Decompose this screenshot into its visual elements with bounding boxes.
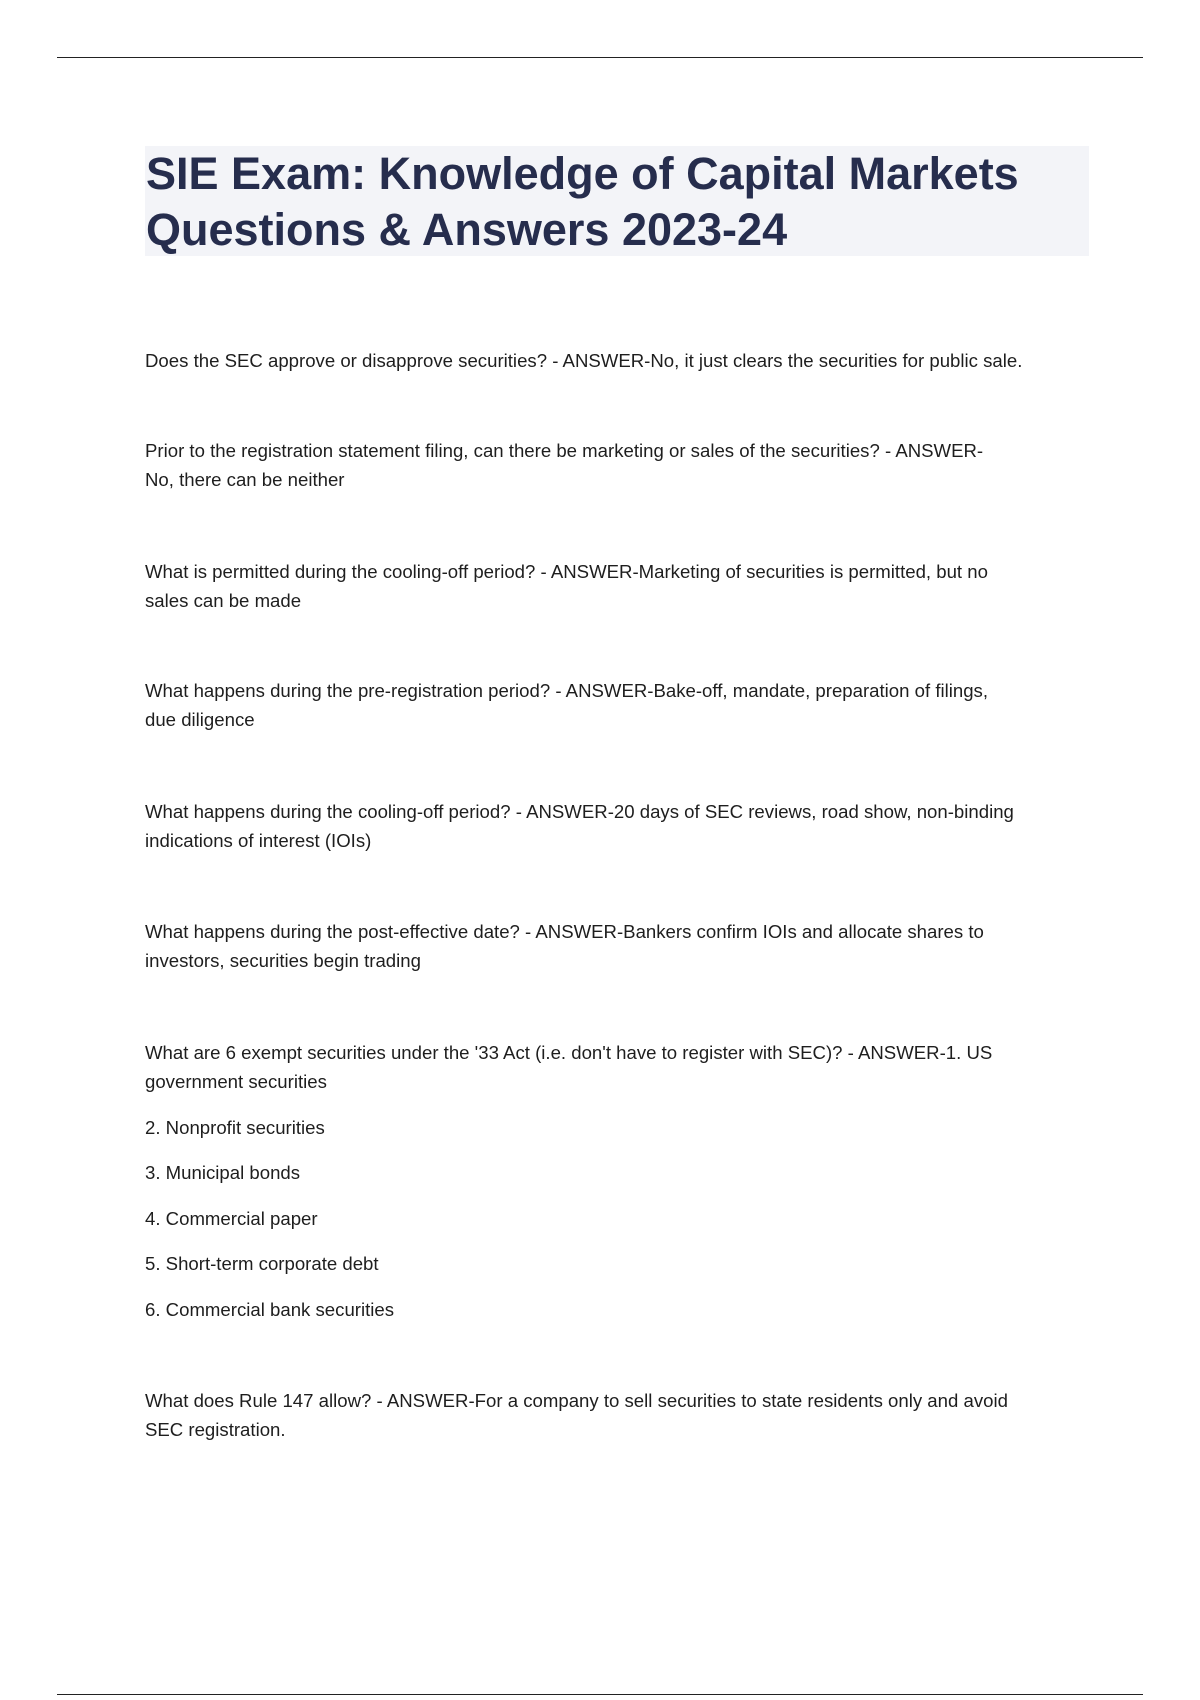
- qa-text-line: What happens during the post-effective date? - ANSWER-Bankers confirm IOIs and allocate shares to: [145, 921, 984, 942]
- qa-item-7: [145, 1038, 1095, 1096]
- qa-text-line: government securities: [145, 1071, 327, 1092]
- qa-item-1: [145, 346, 1095, 375]
- qa-text-line: indications of interest (IOIs): [145, 830, 372, 851]
- qa-text-line: Prior to the registration statement filing, can there be marketing or sales of the securities? - ANSWER-: [145, 440, 984, 461]
- qa-text-line: No, there can be neither: [145, 469, 345, 490]
- qa-item-4: [145, 676, 1095, 734]
- qa-text-line: investors, securities begin trading: [145, 950, 421, 971]
- qa-text-line: What happens during the cooling-off period? - ANSWER-20 days of SEC reviews, road show, non-binding: [145, 801, 1014, 822]
- document-title: [145, 146, 1089, 256]
- qa-text-line: What are 6 exempt securities under the '33 Act (i.e. don't have to register with SEC)? - ANSWER-1. US: [145, 1042, 993, 1063]
- list-item: 3. Municipal bonds: [145, 1162, 301, 1183]
- qa-item-2: [145, 436, 1095, 494]
- qa-text-line: What happens during the pre-registration period? - ANSWER-Bake-off, mandate, preparation of filings,: [145, 680, 989, 701]
- qa-item-8: [145, 1386, 1095, 1444]
- qa-item-5: [145, 797, 1095, 855]
- qa-item-6: [145, 917, 1095, 975]
- title-line-1: SIE Exam: Knowledge of Capital Markets: [146, 148, 1019, 199]
- qa-item-3: [145, 557, 1095, 615]
- title-line-2: Questions & Answers 2023-24: [146, 204, 788, 255]
- list-item: 4. Commercial paper: [145, 1208, 318, 1229]
- qa-text-line: SEC registration.: [145, 1419, 286, 1440]
- qa-text-line: Does the SEC approve or disapprove securities? - ANSWER-No, it just clears the securities for public sale.: [145, 350, 1023, 371]
- bottom-rule: [57, 1694, 1143, 1695]
- top-rule: [57, 57, 1143, 58]
- qa-text-line: What is permitted during the cooling-off period? - ANSWER-Marketing of securities is permitted, but no: [145, 561, 988, 582]
- qa-text-line: due diligence: [145, 709, 255, 730]
- list-item: 5. Short-term corporate debt: [145, 1253, 379, 1274]
- qa-text-line: What does Rule 147 allow? - ANSWER-For a company to sell securities to state residents only and avoid: [145, 1390, 1008, 1411]
- qa-text-line: sales can be made: [145, 590, 302, 611]
- list-item: 6. Commercial bank securities: [145, 1299, 395, 1320]
- list-item: 2. Nonprofit securities: [145, 1117, 325, 1138]
